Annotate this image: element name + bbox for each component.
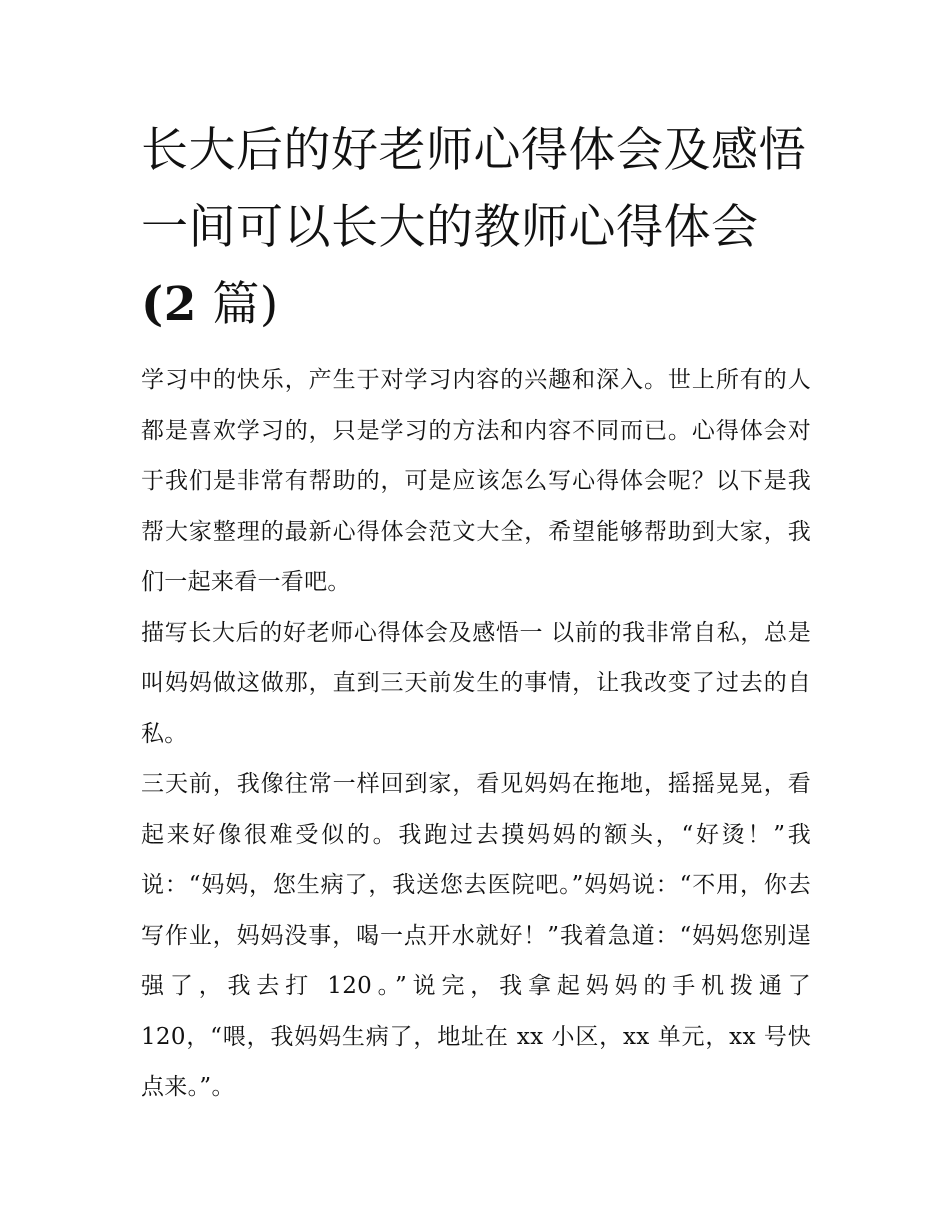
paragraph-story: 三天前，我像往常一样回到家，看见妈妈在拖地，摇摇晃晃，看起来好像很难受似的。我跑过去摸妈妈的额头，“好烫！”我说：“妈妈，您生病了，我送您去医院吧。”妈妈说：“不用，你去写作业，妈妈没事，喝一点开水就好！”我着急道：“妈妈您别逞强了，我去打 120。”说完，我拿起妈妈的手机拨通了 120，“喂，我妈妈生病了，地址在 xx 小区，xx 单元，xx 号快点来。”。 (141, 771, 811, 1100)
document-body (141, 355, 811, 1113)
document-content (141, 112, 811, 1113)
title-suffix-text: 篇) (196, 277, 279, 332)
paragraph-essay-opening: 描写长大后的好老师心得体会及感悟一 以前的我非常自私，总是叫妈妈做这做那，直到三天前发生的事情，让我改变了过去的自私。 (141, 619, 811, 747)
paragraph-intro: 学习中的快乐，产生于对学习内容的兴趣和深入。世上所有的人都是喜欢学习的，只是学习的方法和内容不同而已。心得体会对于我们是非常有帮助的，可是应该怎么写心得体会呢？以下是我帮大家整理的最新心得体会范文大全，希望能够帮助到大家，我们一起来看一看吧。 (141, 367, 811, 595)
title-count-text: (2 (141, 277, 197, 332)
document-title (141, 112, 811, 343)
title-main-text: 长大后的好老师心得体会及感悟 一间可以长大的教师心得体会 (141, 123, 806, 255)
